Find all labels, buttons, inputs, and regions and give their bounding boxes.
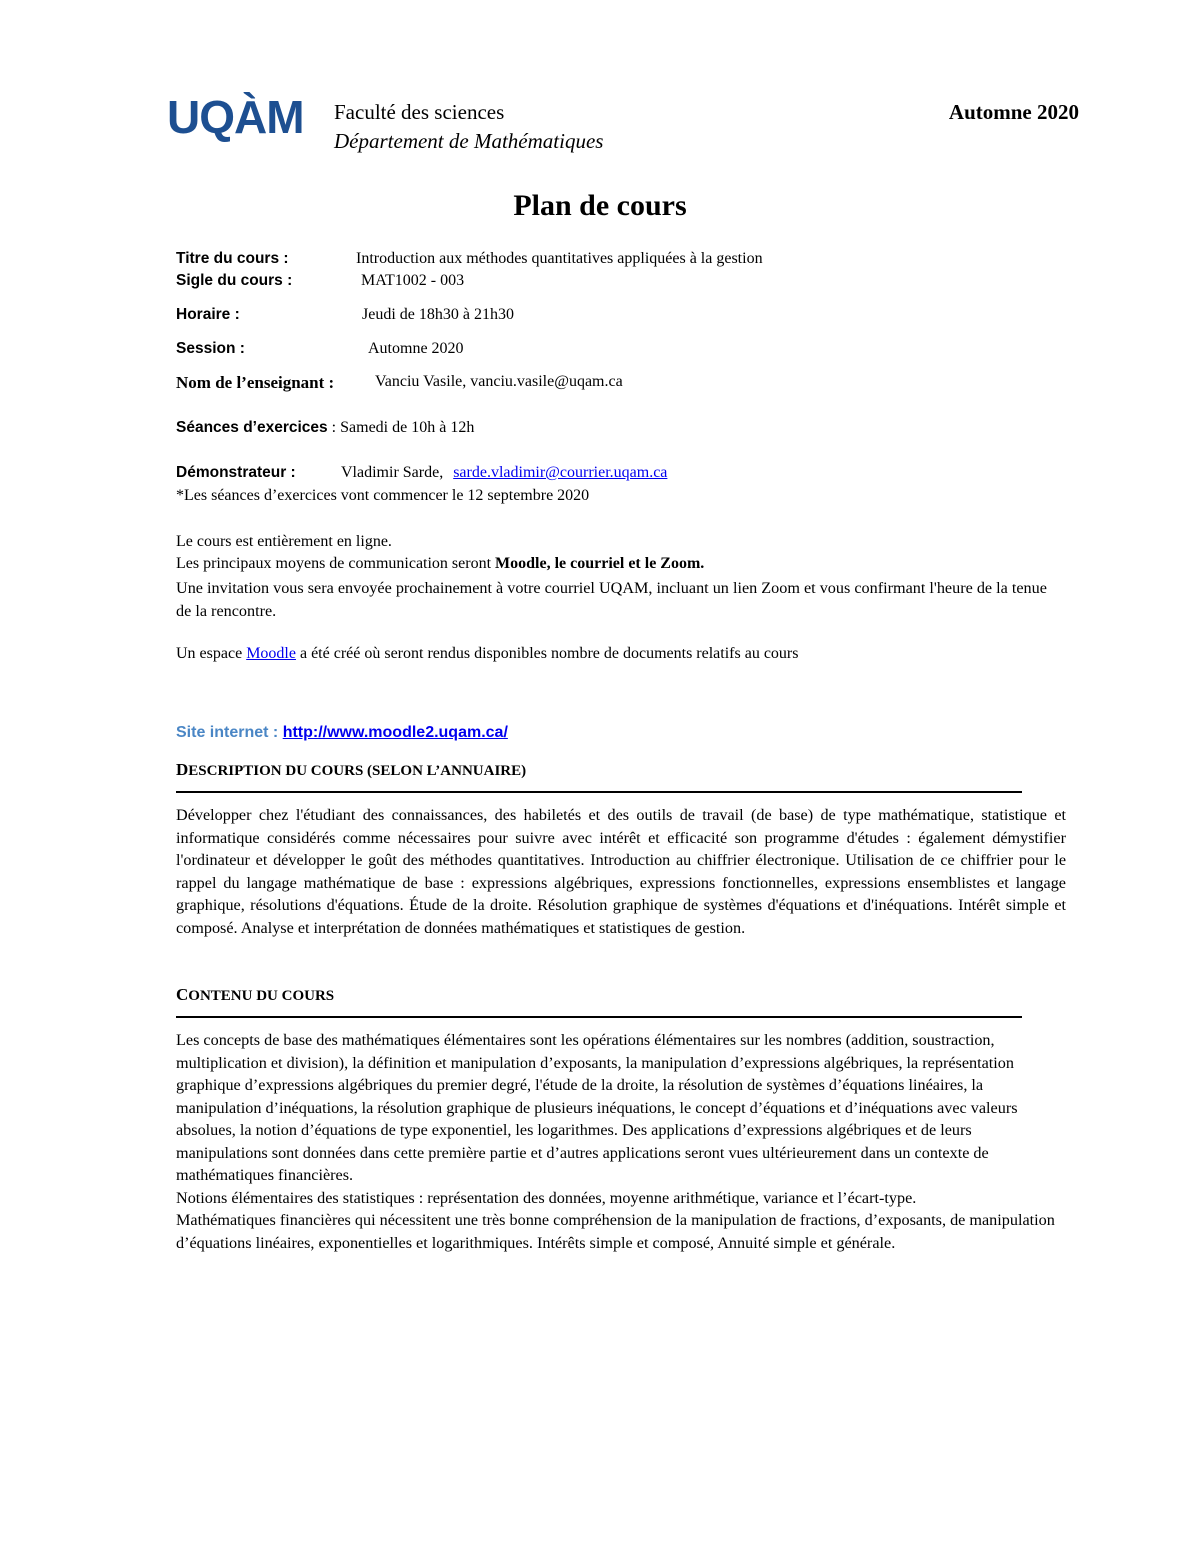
exercise-row	[176, 419, 474, 437]
schedule-label: Horaire :	[176, 306, 240, 323]
exercise-label: Séances d’exercices	[176, 419, 328, 436]
content-paragraph-1: Les concepts de base des mathématiques élémentaires sont les opérations élémentaires sur les nombres (addition, soustraction, multiplication et division), la définition et manipulation d’exposants, la manipulation d’expressions algébriques, la représentation graphique d’expressions algébriques du premier degré, l'étude de la droite, la résolution de systèmes d’équations linéaires, la manipulation d’inéquations, la résolution graphique de plusieurs inéquations, le concept d’équations et d’inéquations avec valeurs absolues, la notion d’équations de type exponentiel, les logarithmes. Des applications d’expressions algébriques et de leurs manipulations sont données dans cette première partie et d’autres applications seront vues ultérieurement dans un contexte de mathématiques financières.	[176, 1031, 1018, 1184]
session-value: Automne 2020	[368, 340, 464, 357]
schedule-value: Jeudi de 18h30 à 21h30	[362, 306, 514, 323]
content-heading-initial: C	[176, 985, 189, 1004]
teacher-value: Vanciu Vasile, vanciu.vasile@uqam.ca	[375, 373, 623, 390]
description-text: Développer chez l'étudiant des connaissances, des habiletés et des outils de travail (de base) de type mathématique, statistique et informatique considérés comme nécessaires pour suivre avec intérêt et efficacité son programme d'études : également démystifier l'ordinateur et développer le goût des méthodes quantitatives. Introduction au chiffrier électronique. Utilisation de ce chiffrier pour le rappel du langage mathématique de base : expressions algébriques, expressions fonctionnelles, expressions ensemblistes et langage graphique, résolutions d'équations. Étude de la droite. Résolution graphique de systèmes d'équations et d'inéquations. Intérêt simple et composé. Analyse et interprétation de données mathématiques et statistiques de gestion.	[176, 806, 1066, 937]
faculty-name: Faculté des sciences	[334, 100, 505, 124]
content-paragraph-3: Mathématiques financières qui nécessitent une très bonne compréhension de la manipulation de fractions, d’exposants, de manipulation d’équations linéaires, exponentielles et logarithmiques. Intérêts simple et composé, Annuité simple et générale.	[176, 1211, 1055, 1252]
demonstrator-email-link[interactable]: sarde.vladimir@courrier.uqam.ca	[453, 464, 668, 481]
online-line-3: Une invitation vous sera envoyée prochainement à votre courriel UQAM, incluant un lien Zoom et vous confirmant l'heure de la tenue de la rencontre.	[176, 579, 1047, 620]
course-code-value: MAT1002 - 003	[361, 272, 465, 289]
description-heading-text: ESCRIPTION DU COURS (SELON L’ANNUAIRE)	[188, 763, 527, 779]
description-divider	[176, 791, 1022, 793]
course-title-value: Introduction aux méthodes quantitatives appliquées à la gestion	[356, 250, 763, 267]
description-heading-initial: D	[176, 760, 189, 779]
course-code-row	[176, 272, 292, 290]
online-line-2-prefix: Les principaux moyens de communication seront	[176, 555, 496, 572]
moodle-suffix: a été créé où seront rendus disponibles nombre de documents relatifs au cours	[295, 645, 799, 662]
session-row	[176, 340, 245, 358]
semester-label: Automne 2020	[948, 100, 1079, 124]
demonstrator-label: Démonstrateur :	[176, 464, 296, 481]
session-label: Session :	[176, 340, 245, 357]
online-line-2-bold: Moodle, le courriel et le Zoom.	[495, 555, 705, 572]
course-title-label: Titre du cours :	[176, 250, 289, 267]
teacher-row	[176, 373, 334, 393]
site-url-link[interactable]: http://www.moodle2.uqam.ca/	[282, 724, 508, 741]
demonstrator-name: Vladimir Sarde,	[341, 464, 444, 481]
content-divider	[176, 1016, 1022, 1018]
site-row	[176, 724, 508, 742]
moodle-link[interactable]: Moodle	[246, 645, 296, 662]
content-text	[176, 1029, 1066, 1254]
page-title: Plan de cours	[513, 189, 687, 222]
demonstrator-row	[176, 464, 296, 482]
schedule-row	[176, 306, 240, 324]
demonstrator-value	[341, 464, 667, 482]
exercise-value: : Samedi de 10h à 12h	[331, 419, 475, 436]
description-heading	[176, 760, 526, 780]
content-paragraph-2: Notions élémentaires des statistiques : représentation des données, moyenne arithmétique, variance et l’écart-type.	[176, 1188, 917, 1207]
content-heading-text: ONTENU DU COURS	[188, 988, 335, 1004]
moodle-line	[176, 645, 798, 663]
site-label: Site internet :	[176, 724, 283, 741]
online-line-2	[176, 555, 704, 573]
moodle-prefix: Un espace	[176, 645, 247, 662]
teacher-label: Nom de l’enseignant :	[176, 373, 335, 392]
uqam-logo: UQÀM	[167, 91, 304, 143]
content-heading	[176, 985, 334, 1005]
course-title-row	[176, 250, 289, 268]
exercise-note: *Les séances d’exercices vont commencer le 12 septembre 2020	[176, 487, 590, 504]
online-line-1: Le cours est entièrement en ligne.	[176, 533, 392, 550]
department-name: Département de Mathématiques	[334, 129, 604, 153]
course-code-label: Sigle du cours :	[176, 272, 293, 289]
